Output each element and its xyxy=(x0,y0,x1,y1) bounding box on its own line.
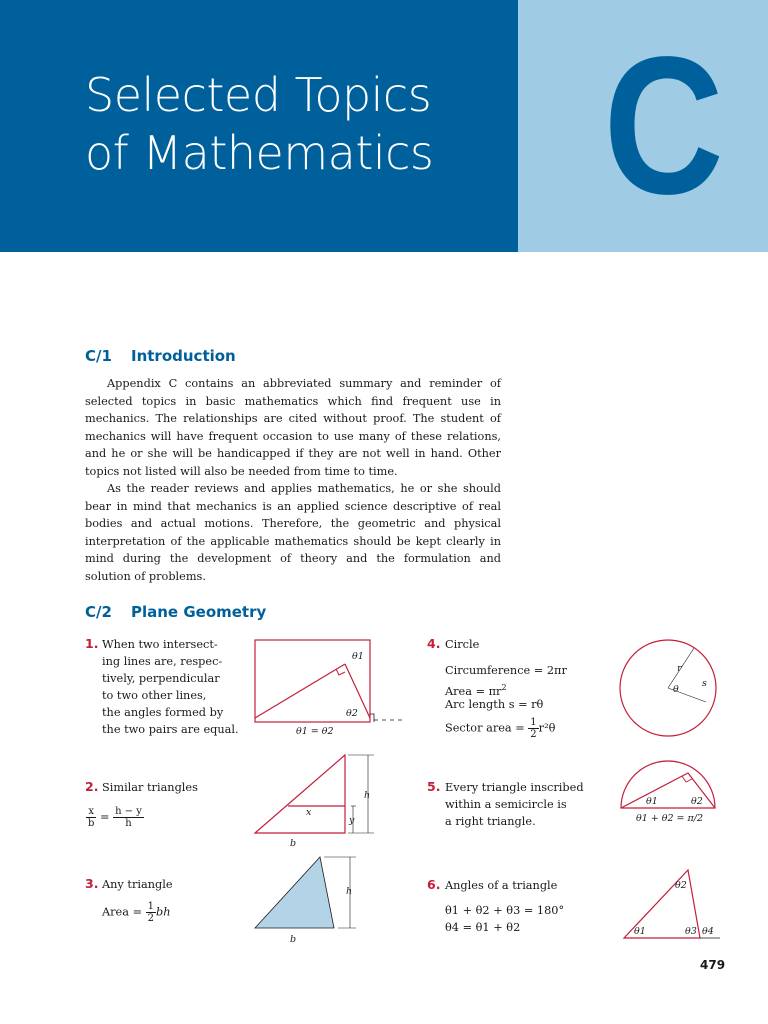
item-number-4: 4. xyxy=(427,636,441,651)
item-5-line: within a semicircle is xyxy=(445,798,567,811)
section-number: C/2 xyxy=(85,603,112,621)
item-4-label: Circle xyxy=(445,638,480,651)
theta-2-label: θ2 xyxy=(675,880,687,891)
section-title: Plane Geometry xyxy=(131,603,267,621)
denominator: b xyxy=(88,818,95,829)
h-label: h xyxy=(346,886,353,897)
item-1-text xyxy=(102,636,239,738)
chapter-letter: C xyxy=(603,16,724,235)
theta-1-label: θ1 xyxy=(352,651,364,662)
denominator: h xyxy=(125,818,132,829)
intro-paragraph-2: As the reader reviews and applies mathematics, he or she should bear in mind that mechanics is an applied science descriptive of real bodies and actual motions. Therefore, the geometric and physical interpretation of the applicable mathematics should be kept clearly in mind during the development of theory and the formulation and solution of problems. xyxy=(85,482,501,583)
fraction-h-minus-y-over-h xyxy=(113,806,144,829)
denominator: 2 xyxy=(147,913,155,924)
sector-prefix: Sector area = xyxy=(445,721,525,735)
item-1-line: tively, perpendicular xyxy=(102,672,220,685)
item-6-label: Angles of a triangle xyxy=(445,879,558,892)
y-label: y xyxy=(349,815,355,826)
item-1-line: the two pairs are equal. xyxy=(102,723,239,736)
theta-2-label: θ2 xyxy=(346,708,358,719)
item-2-label: Similar triangles xyxy=(102,781,198,794)
intro-text xyxy=(85,375,501,585)
sector-suffix: r²θ xyxy=(538,721,556,735)
perpendicular-lines-figure xyxy=(250,636,410,726)
item-3-label: Any triangle xyxy=(102,878,173,891)
numerator: 1 xyxy=(147,901,155,912)
area-prefix: Area = xyxy=(102,905,143,919)
fraction-one-half xyxy=(146,901,156,924)
exterior-angle-formula: θ4 = θ1 + θ2 xyxy=(445,921,521,934)
angle-sum-formula: θ1 + θ2 + θ3 = 180° xyxy=(445,904,565,917)
numerator: h − y xyxy=(115,806,142,817)
r-label: r xyxy=(677,663,682,674)
item-5-text xyxy=(445,779,584,830)
sector-area-formula xyxy=(445,717,555,740)
item-number-2: 2. xyxy=(85,779,99,794)
chapter-title xyxy=(85,66,505,182)
item-number-6: 6. xyxy=(427,877,441,892)
numerator: 1 xyxy=(530,717,537,728)
theta-2-label: θ2 xyxy=(691,796,703,807)
section-number: C/1 xyxy=(85,347,112,365)
fraction-x-over-b xyxy=(86,806,96,829)
circumference-formula: Circumference = 2πr xyxy=(445,664,567,677)
section-heading-introduction xyxy=(85,347,236,365)
item-1-line: ing lines are, respec- xyxy=(102,655,223,668)
item-number-5: 5. xyxy=(427,779,441,794)
arc-length-formula: Arc length s = rθ xyxy=(445,698,544,711)
chapter-title-line-2: of Mathematics xyxy=(85,126,434,180)
denominator: 2 xyxy=(530,729,537,740)
circle-figure xyxy=(618,638,718,738)
theta-4-label: θ4 xyxy=(702,926,714,937)
theta-3-label: θ3 xyxy=(685,926,697,937)
area-text: Area = πr xyxy=(445,684,502,698)
theta-1-label: θ1 xyxy=(634,926,646,937)
triangle-area-formula xyxy=(102,901,171,924)
any-triangle-figure xyxy=(250,852,370,952)
section-title: Introduction xyxy=(131,347,236,365)
item-1-line: the angles formed by xyxy=(102,706,224,719)
item-1-line: When two intersect- xyxy=(102,638,218,651)
item-5-line: Every triangle inscribed xyxy=(445,781,584,794)
page-number: 479 xyxy=(700,958,726,972)
similar-triangles-figure xyxy=(250,750,390,850)
item-5-caption: θ1 + θ2 = π/2 xyxy=(636,813,704,824)
theta-1-label: θ1 xyxy=(646,796,658,807)
numerator: x xyxy=(86,806,96,818)
triangle-angles-figure xyxy=(618,864,728,944)
item-number-1: 1. xyxy=(85,636,99,651)
item-number-3: 3. xyxy=(85,876,99,891)
item-5-line: a right triangle. xyxy=(445,815,536,828)
b-label: b xyxy=(290,934,297,945)
fraction-one-half xyxy=(528,717,538,740)
item-1-caption: θ1 = θ2 xyxy=(296,726,334,737)
b-label: b xyxy=(290,838,297,849)
section-heading-plane-geometry xyxy=(85,603,266,621)
similar-triangles-formula xyxy=(86,806,144,829)
semicircle-figure xyxy=(618,760,718,812)
x-label: x xyxy=(306,807,312,818)
item-1-line: to two other lines, xyxy=(102,689,207,702)
area-suffix: bh xyxy=(156,905,171,919)
intro-paragraph-1: Appendix C contains an abbreviated summary and reminder of selected topics in basic mathematics which find frequent use in mechanics. The relationships are cited without proof. The student of mechanics will have frequent occasion to use many of these relations, and he or she will be handicapped if they are not well in hand. Other topics not listed will also be needed from time to time. xyxy=(85,377,501,478)
h-label: h xyxy=(364,790,371,801)
s-label: s xyxy=(702,678,707,689)
theta-label: θ xyxy=(673,684,679,695)
area-exponent: 2 xyxy=(501,683,507,692)
chapter-title-line-1: Selected Topics xyxy=(85,68,432,122)
equals-sign: = xyxy=(100,810,110,824)
